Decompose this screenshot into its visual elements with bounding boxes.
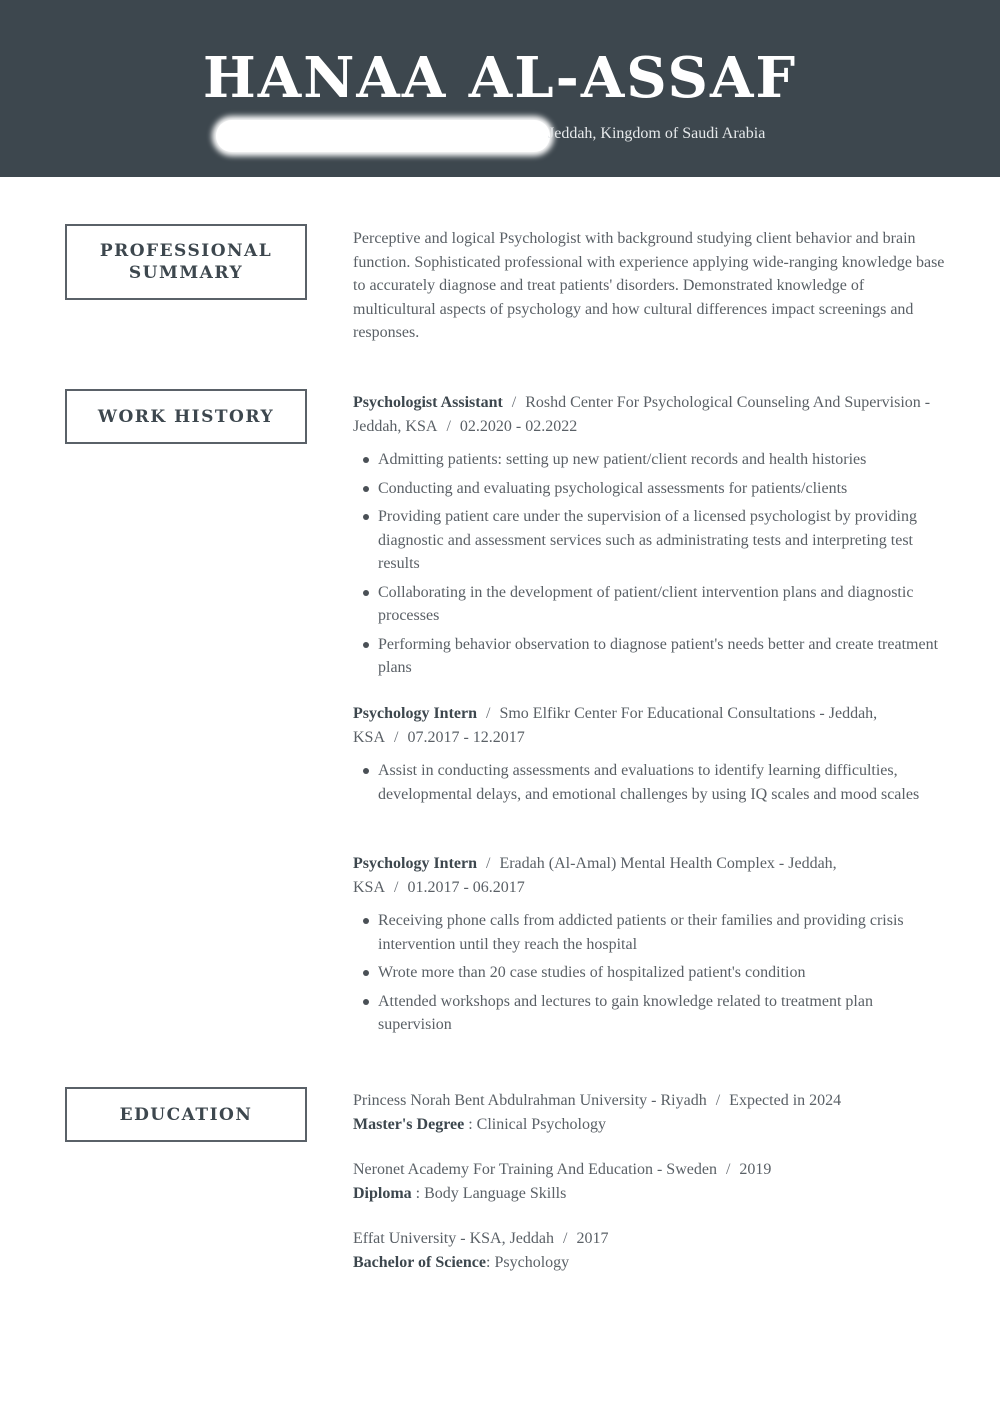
separator: / xyxy=(511,394,517,411)
list-item: Collaborating in the development of patient/client intervention plans and diagnostic processes xyxy=(353,581,945,628)
education-date: Expected in 2024 xyxy=(729,1092,842,1109)
section-title-line: PROFESSIONAL xyxy=(99,241,273,261)
job-heading xyxy=(353,852,945,899)
education-field: : Body Language Skills xyxy=(411,1184,567,1202)
job-title: Psychology Intern xyxy=(353,705,477,722)
education-school-line xyxy=(353,1089,945,1113)
list-item: Performing behavior observation to diagnose patient's needs better and create treatment plans xyxy=(353,633,945,680)
section-title-text: EDUCATION xyxy=(119,1104,253,1125)
list-item: Admitting patients: setting up new patient/client records and health histories xyxy=(353,448,945,472)
list-item: Receiving phone calls from addicted patients or their families and providing crisis intervention until they reach the hospital xyxy=(353,909,945,956)
job-heading xyxy=(353,391,945,438)
job-entry xyxy=(353,702,945,811)
job-employer: Roshd Center For Psychological Counseling And Supervision - Jeddah, KSA xyxy=(353,394,931,435)
separator: / xyxy=(486,855,491,872)
education-school: Princess Norah Bent Abdulrahman University - Riyadh xyxy=(353,1092,707,1109)
separator: / xyxy=(394,878,399,896)
education-field: : Clinical Psychology xyxy=(464,1115,606,1133)
list-item: Providing patient care under the supervision of a licensed psychologist by providing diagnostic and assessment services such as administrating tests and interpreting test results xyxy=(353,505,945,576)
education-field: : Psychology xyxy=(486,1253,570,1271)
job-dates: 07.2017 - 12.2017 xyxy=(407,728,525,746)
education-degree-line xyxy=(353,1182,945,1206)
education-degree-line xyxy=(353,1251,945,1275)
separator: / xyxy=(725,1161,731,1178)
separator: / xyxy=(394,728,399,746)
redacted-contact-info xyxy=(216,120,550,152)
education-degree: Bachelor of Science xyxy=(353,1253,487,1271)
list-item: Attended workshops and lectures to gain knowledge related to treatment plan supervision xyxy=(353,990,945,1037)
section-title-professional-summary xyxy=(65,224,307,300)
job-employer: Eradah (Al-Amal) Mental Health Complex - Jeddah, KSA xyxy=(353,855,837,896)
education-entry xyxy=(353,1158,945,1205)
job-dates: 01.2017 - 06.2017 xyxy=(407,878,525,896)
education-date: 2017 xyxy=(576,1230,609,1247)
job-entry xyxy=(353,852,945,1042)
education-date: 2019 xyxy=(739,1161,772,1178)
job-employer: Smo Elfikr Center For Educational Consultations - Jeddah, KSA xyxy=(353,705,878,746)
education-school-line xyxy=(353,1227,945,1251)
job-dates: 02.2020 - 02.2022 xyxy=(459,417,578,435)
education-degree: Master's Degree xyxy=(353,1115,465,1133)
education-degree: Diploma xyxy=(353,1184,412,1202)
resume-header xyxy=(0,0,1000,177)
separator: / xyxy=(715,1092,721,1109)
section-title-education xyxy=(65,1087,307,1142)
candidate-name: HANAA AL-ASSAF xyxy=(202,45,798,111)
section-title-text: WORK HISTORY xyxy=(97,406,275,427)
section-title-work-history xyxy=(65,389,307,444)
job-bullets xyxy=(353,909,945,1037)
section-title-line: SUMMARY xyxy=(128,263,244,283)
education-school: Effat University - KSA, Jeddah xyxy=(353,1230,554,1247)
separator: / xyxy=(563,1230,568,1247)
education-list xyxy=(353,1089,945,1296)
list-item: Wrote more than 20 case studies of hospitalized patient's condition xyxy=(353,961,945,985)
list-item: Assist in conducting assessments and evaluations to identify learning difficulties, developmental delays, and emotional challenges by using IQ scales and mood scales xyxy=(353,759,945,806)
job-entry xyxy=(353,391,945,685)
list-item: Conducting and evaluating psychological assessments for patients/clients xyxy=(353,477,945,501)
job-title: Psychologist Assistant xyxy=(353,394,503,411)
education-degree-line xyxy=(353,1113,945,1137)
job-title: Psychology Intern xyxy=(353,855,477,872)
separator: / xyxy=(446,417,451,435)
separator: / xyxy=(486,705,491,722)
education-school-line xyxy=(353,1158,945,1182)
education-school: Neronet Academy For Training And Education - Sweden xyxy=(353,1161,717,1178)
education-entry xyxy=(353,1089,945,1136)
job-bullets xyxy=(353,759,945,806)
job-heading xyxy=(353,702,945,749)
summary-text: Perceptive and logical Psychologist with background studying client behavior and brain function. Sophisticated professional with experience applying wide-ranging knowledge base to accurately diagnose and treat patients' disorders. Demonstrated knowledge of multicultural aspects of psychology and how cultural differences impact screenings and responses. xyxy=(353,230,945,341)
job-bullets xyxy=(353,448,945,680)
candidate-location: Jeddah, Kingdom of Saudi Arabia xyxy=(548,125,766,142)
education-entry xyxy=(353,1227,945,1274)
